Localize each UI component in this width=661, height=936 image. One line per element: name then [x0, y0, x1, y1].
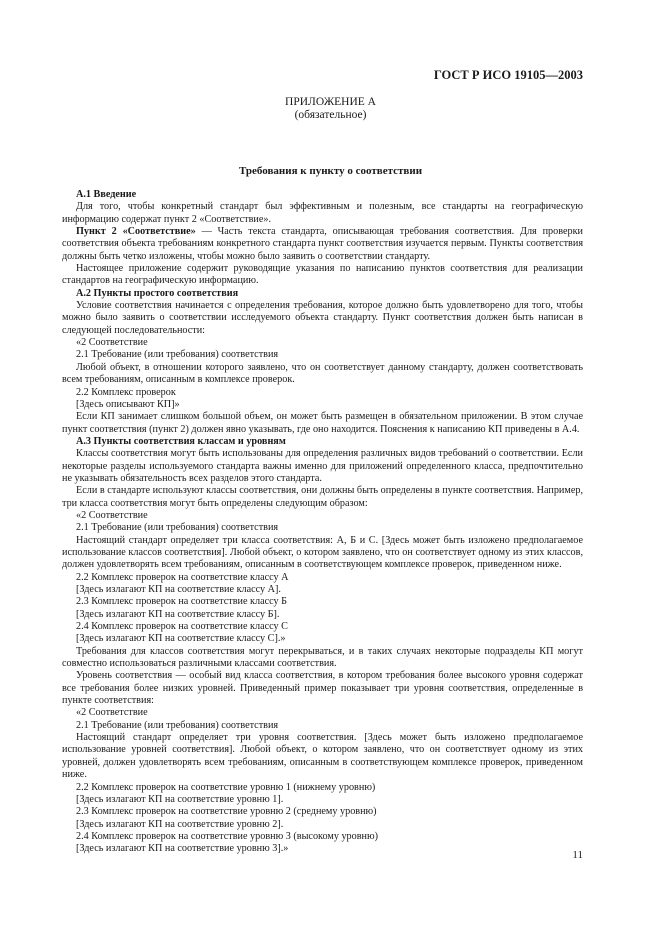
paragraph	[62, 522, 583, 534]
paragraph-text: 2.1 Требование (или требования) соответствия	[76, 719, 279, 731]
paragraph-text: «2 Соответствие	[76, 509, 148, 521]
paragraph	[62, 300, 583, 337]
paragraph	[62, 621, 583, 633]
paragraph-text: 2.2 Комплекс проверок на соответствие уровню 1 (нижнему уровню)	[76, 781, 376, 793]
paragraph-text: Любой объект, в отношении которого заявлено, что он соответствует данному стандарту, должен соответствовать всем требованиям, описанным в комплексе проверок.	[62, 361, 583, 386]
paragraph-text: [Здесь излагают КП на соответствие классу С].»	[76, 633, 286, 645]
paragraph	[62, 782, 583, 794]
paragraph	[62, 337, 583, 349]
paragraph-text: Если КП занимает слишком большой объем, он может быть размещен в обязательном приложении. В этом случае пункт соответствия (пункт 2) должен явно указывать, где оно находится. Пояснения к написанию КП приведены в А.4.	[62, 411, 583, 435]
paragraph	[62, 448, 583, 485]
paragraph-text: — Часть текста стандарта, описывающая требования соответствия. Для проверки соответствия объекта требованиям конкретного стандарта пункт соответствия изучается первым. Пункты соответствия должны быть четко изложены, чтобы можно было заявить о соответствии стандарту.	[62, 226, 584, 262]
paragraph	[62, 399, 583, 411]
section-title: Требования к пункту о соответствии	[238, 165, 423, 177]
paragraph-text: [Здесь описывают КП]»	[76, 398, 180, 410]
paragraph-text: [Здесь излагают КП на соответствие классу Б].	[76, 608, 280, 620]
paragraph-text: 2.2 Комплекс проверок	[76, 386, 176, 398]
paragraph	[62, 794, 583, 806]
paragraph	[62, 362, 583, 387]
paragraph-text: «2 Соответствие	[76, 337, 148, 349]
paragraph-text: 2.4 Комплекс проверок на соответствие классу С	[76, 621, 288, 633]
paragraph	[62, 584, 583, 596]
annex-title: ПРИЛОЖЕНИЕ А	[285, 96, 376, 108]
paragraph	[62, 226, 583, 263]
paragraph	[62, 263, 583, 288]
paragraph-text: 2.4 Комплекс проверок на соответствие уровню 3 (высокому уровню)	[76, 830, 379, 842]
paragraph	[62, 732, 583, 781]
paragraph-text: Настоящий стандарт определяет три класса соответствия: А, Б и С. [Здесь может быть изложено предполагаемое использование классов соответствия]. Любой объект, о котором заявлено, что он соответствует одному из этих классов, должен удовлетворять всем требованиям, описанным в соответствующем комплексе проверок, приведенном ниже.	[62, 534, 583, 571]
paragraph-text: 2.1 Требование (или требования) соответствия	[76, 349, 279, 361]
annex-heading	[0, 96, 661, 122]
paragraph	[62, 646, 583, 671]
paragraph	[62, 387, 583, 399]
paragraph-text: Если в стандарте используют классы соответствия, они должны быть определены в пункте соответствия. Например, три класса соответствия могут быть определены следующим образом:	[62, 485, 583, 509]
paragraph	[62, 806, 583, 818]
paragraph	[62, 831, 583, 843]
paragraph-text: Требования для классов соответствия могут перекрываться, и в таких случаях некоторые подразделы КП могут совместно использоваться различными классами соответствия.	[62, 645, 583, 670]
paragraph-text: 2.2 Комплекс проверок на соответствие классу А	[76, 571, 289, 583]
annex-subtitle: (обязательное)	[294, 109, 367, 121]
paragraph-text: «2 Соответствие	[76, 707, 148, 719]
paragraph	[62, 670, 583, 707]
paragraph	[62, 609, 583, 621]
paragraph	[62, 201, 583, 226]
subsection-heading	[62, 288, 583, 300]
subsection-heading	[62, 189, 583, 201]
paragraph-text: Настоящий стандарт определяет три уровня соответствия. [Здесь может быть изложено предполагаемое использование уровней соответствия]. Любой объект, о котором заявлено, что он соответствует одному из этих уровней, должен удовлетворять всем требованиям, описанным в соответствующем комплексе проверок, приведенном ниже.	[62, 732, 583, 781]
paragraph-text: Для того, чтобы конкретный стандарт был эффективным и полезным, все стандарты на географическую информацию содержат пункт 2 «Соответствие».	[62, 201, 583, 225]
paragraph	[62, 633, 583, 645]
paragraph-text: А.3 Пункты соответствия классам и уровням	[76, 435, 286, 447]
term-lead: Пункт 2 «Соответствие»	[76, 226, 196, 238]
paragraph-text: Условие соответствия начинается с определения требования, которое должно быть удовлетворено для того, чтобы можно было заявить о соответствии исследуемого объекта стандарту. Пункт соответствия должен быть написан в следующей последовательности:	[62, 300, 583, 336]
paragraph	[62, 843, 583, 855]
paragraph-text: А.1 Введение	[76, 189, 137, 200]
paragraph	[62, 572, 583, 584]
paragraph-text: [Здесь излагают КП на соответствие классу А].	[76, 584, 281, 595]
subsection-heading	[62, 436, 583, 448]
document-body	[62, 185, 583, 856]
paragraph-text: Настоящее приложение содержит руководящие указания по написанию пунктов соответствия для реализации стандартов на географическую информацию.	[62, 263, 583, 287]
paragraph	[62, 510, 583, 522]
paragraph-text: А.2 Пункты простого соответствия	[76, 287, 239, 299]
paragraph	[62, 485, 583, 510]
paragraph-text: 2.3 Комплекс проверок на соответствие классу Б	[76, 596, 287, 608]
paragraph-text: [Здесь излагают КП на соответствие уровню 3].»	[76, 843, 289, 855]
paragraph-text: Уровень соответствия — особый вид класса соответствия, в котором требования более высокого уровня содержат все требования более низких уровней. Приведенный пример показывает три уровня соответствия, определенные в пункте соответствия:	[62, 670, 583, 707]
paragraph	[62, 596, 583, 608]
paragraph	[62, 819, 583, 831]
paragraph-text: [Здесь излагают КП на соответствие уровню 2].	[76, 818, 284, 830]
paragraph	[62, 349, 583, 361]
paragraph	[62, 707, 583, 719]
paragraph	[62, 535, 583, 572]
paragraph-text: [Здесь излагают КП на соответствие уровню 1].	[76, 793, 284, 805]
paragraph-text: 2.3 Комплекс проверок на соответствие уровню 2 (среднему уровню)	[76, 806, 377, 818]
paragraph	[62, 411, 583, 436]
document-header: ГОСТ Р ИСО 19105—2003	[433, 68, 583, 82]
paragraph	[62, 720, 583, 732]
paragraph-text: Классы соответствия могут быть использованы для определения различных видов требований о соответствии. Если некоторые разделы используемого стандарта важны именно для приложений определенного класса, предпочтительно не указывать обязательность всех разделов этого стандарта.	[62, 448, 583, 484]
paragraph-text: 2.1 Требование (или требования) соответствия	[76, 522, 279, 534]
page-number: 11	[572, 849, 583, 861]
